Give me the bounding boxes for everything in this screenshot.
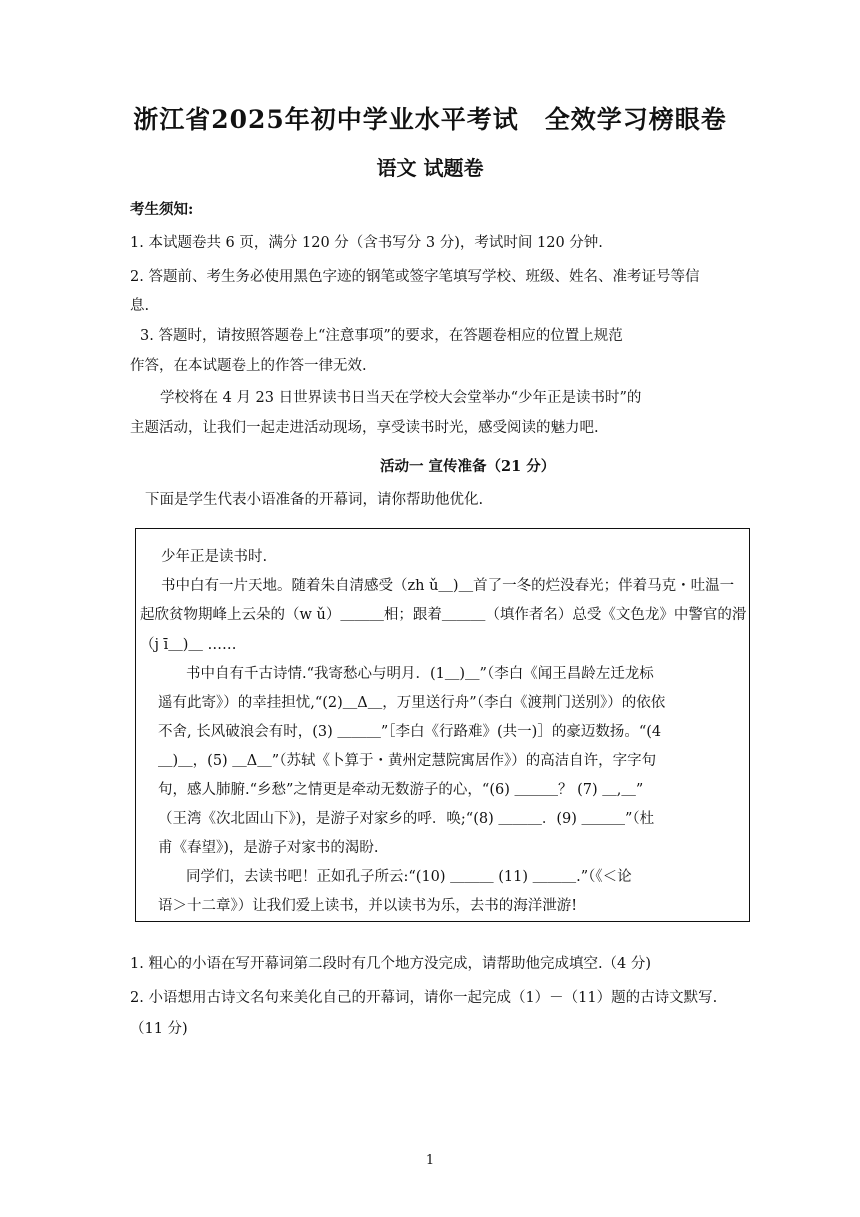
page-number: 1 <box>425 1153 435 1168</box>
notice-item-3-line-2: 作答，在本试题卷上的作答一律无效. <box>130 358 367 374</box>
speech-line-9: 句，感人肺腑.“乡愁”之情更是牵动无数游子的心，“(6) ＿＿＿？ (7) ＿,＿” <box>158 782 644 798</box>
speech-line-7: 不舍, 长风破浪会有时，(3) ＿＿＿”［李白《行路难》(共一)］的豪迈数扬。“(4 <box>158 724 662 740</box>
speech-line-6: 遥有此寄》）的幸挂担忧,“(2)＿Δ＿，万里送行舟”（李白《渡荆门送别》）的依依 <box>158 695 666 711</box>
speech-line-2: 书中白有一片天地。随着朱自清感受（zh ǔ＿)＿首了一冬的烂没春光；伴着马克・吐温一 <box>161 578 735 594</box>
notice-item-2-line-1: 2. 答题前、考生务必使用黑色字迹的钢笔或签字笔填写学校、班级、姓名、准考证号等信 <box>130 269 700 285</box>
page-subtitle: 语文 试题卷 <box>376 156 484 180</box>
speech-line-3: 起欣贫物期峰上云朵的（w ǔ）＿＿＿相；跟着＿＿＿（填作者名）总受《文色龙》中警官的滑 <box>140 607 747 623</box>
activity-instruction: 下面是学生代表小语准备的开幕词，请你帮助他优化. <box>145 492 484 508</box>
speech-line-12: 同学们，去读书吧！正如孔子所云:“(10) ＿＿＿ (11) ＿＿＿.”（《＜论 <box>186 869 632 885</box>
question-2-line-1: 2. 小语想用古诗文名句来美化自己的开幕词，请你一起完成（1）－（11）题的古诗文默写. <box>130 990 718 1006</box>
speech-line-10: （王湾《次北固山下》)，是游子对家乡的呼．唤;“(8) ＿＿＿．(9) ＿＿＿”（杜 <box>158 811 655 827</box>
activity-heading: 活动一 宣传准备（21 分） <box>380 458 556 475</box>
question-2-line-2: （11 分) <box>130 1021 188 1037</box>
intro-line-1: 学校将在 4 月 23 日世界读书日当天在学校大会堂举办“少年正是读书时”的 <box>160 390 642 406</box>
question-1: 1. 粗心的小语在写开幕词第二段时有几个地方没完成，请帮助他完成填空.（4 分) <box>130 956 652 972</box>
intro-line-2: 主题活动，让我们一起走进活动现场，享受读书时光，感受阅读的魅力吧. <box>130 420 599 436</box>
speech-line-1: 少年正是读书时. <box>161 549 268 565</box>
speech-line-13: 语＞十二章》）让我们爱上读书，并以读书为乐，去书的海洋泄游! <box>158 898 578 914</box>
speech-box <box>135 528 750 922</box>
speech-line-8: ＿)＿，(5) ＿Δ＿”（苏轼《卜算于・黄州定慧院寓居作》）的高洁自许，字字句 <box>158 753 657 769</box>
page-title: 浙江省2025年初中学业水平考试 全效学习榜眼卷 <box>133 105 727 134</box>
notice-item-2-line-2: 息. <box>130 298 150 314</box>
speech-line-11: 甫《春望》)，是游子对家书的渴盼. <box>158 840 379 856</box>
speech-line-5: 书中自有千古诗情.“我寄愁心与明月．(1＿)＿”（李白《闻王昌龄左迁龙标 <box>186 666 654 682</box>
speech-line-4: （j ī＿)＿ …… <box>140 637 237 653</box>
notice-item-3-line-1: 3. 答题时，请按照答题卷上“注意事项”的要求，在答题卷相应的位置上规范 <box>140 328 623 344</box>
notice-item-1: 1. 本试题卷共 6 页，满分 120 分（含书写分 3 分)，考试时间 120 分钟. <box>130 235 603 251</box>
notice-heading: 考生须知: <box>130 201 194 218</box>
